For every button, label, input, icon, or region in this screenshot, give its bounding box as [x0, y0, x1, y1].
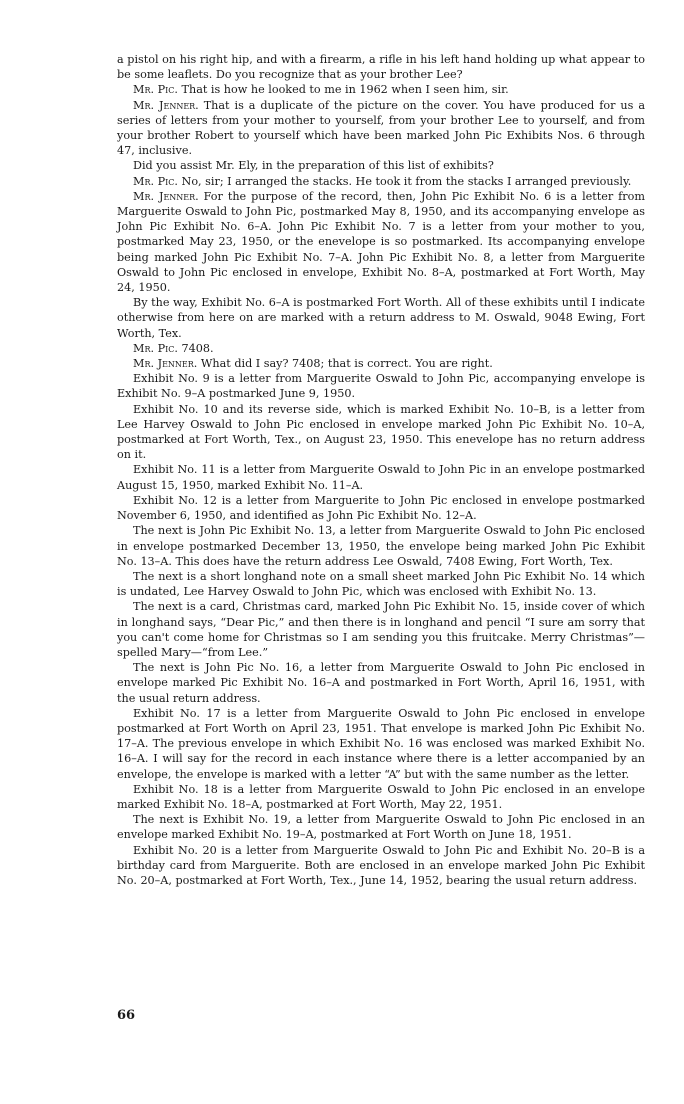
- paragraph-text: Exhibit No. 18 is a letter from Marguerite Oswald to John Pic enclosed in an envelope marked Exhibit No. 18–A, postmarked at Fort Worth, May 22, 1951.: [117, 782, 645, 811]
- paragraph-text: Did you assist Mr. Ely, in the preparation of this list of exhibits?: [133, 159, 494, 173]
- paragraph: [117, 706, 645, 782]
- paragraph-text: Exhibit No. 12 is a letter from Marguerite to John Pic enclosed in envelope postmarked November 6, 1950, and identified as John Pic Exhibit No. 12–A.: [117, 493, 645, 523]
- paragraph: [117, 356, 645, 371]
- paragraph-text: a pistol on his right hip, and with a firearm, a rifle in his left hand holding up what appear to be some leaflets. Do you recognize that as your brother Lee?: [117, 53, 645, 82]
- paragraph: [117, 341, 645, 356]
- paragraph: [117, 782, 645, 812]
- paragraph-text: That is how he looked to me in 1962 when I seen him, sir.: [181, 83, 509, 97]
- paragraph-text: The next is John Pic Exhibit No. 13, a letter from Marguerite Oswald to John Pic enclosed in envelope postmarked December 13, 1950, the envelope being marked John Pic Exhibit No. 13–A. This does have the return address Lee Oswald, 7408 Ewing, Fort Worth, Tex.: [117, 524, 645, 568]
- paragraph: [117, 493, 645, 523]
- paragraph: [117, 812, 645, 842]
- paragraph-text: Exhibit No. 10 and its reverse side, which is marked Exhibit No. 10–B, is a letter from Lee Harvey Oswald to John Pic enclosed in envelope marked John Pic Exhibit No. 10–A, postmarked at Fort Worth, Tex., on August 23, 1950. This enevelope has no return address on it.: [117, 402, 645, 462]
- speaker-label: Mr. Pic.: [133, 83, 178, 97]
- document-body: [117, 52, 645, 888]
- paragraph-text: No, sir; I arranged the stacks. He took it from the stacks I arranged previously.: [181, 174, 632, 188]
- paragraph-text: That is a duplicate of the picture on the cover. You have produced for us a series of letters from your mother to yourself, from your brother Lee to yourself, and from your brother Robert to yourself which have been marked John Pic Exhibits Nos. 6 through 47, inclusive.: [117, 98, 645, 158]
- paragraph: [117, 569, 645, 599]
- speaker-label: Mr. Jenner.: [133, 189, 199, 203]
- paragraph-text: By the way, Exhibit No. 6–A is postmarked Fort Worth. All of these exhibits until I indicate otherwise from here on are marked with a return address to M. Oswald, 9048 Ewing, Fort Worth, Tex.: [117, 296, 645, 340]
- paragraph: [117, 523, 645, 569]
- paragraph: [117, 174, 645, 189]
- paragraph: [117, 462, 645, 492]
- paragraph-text: The next is John Pic No. 16, a letter from Marguerite Oswald to John Pic enclosed in envelope marked Pic Exhibit No. 16–A and postmarked in Fort Worth, April 16, 1951, with the usual return address.: [117, 661, 645, 705]
- paragraph-text: 7408.: [181, 341, 214, 355]
- paragraph-text: Exhibit No. 9 is a letter from Marguerite Oswald to John Pic, accompanying envelope is Exhibit No. 9–A postmarked June 9, 1950.: [117, 372, 645, 401]
- page-number: 66: [117, 1008, 136, 1023]
- speaker-label: Mr. Jenner.: [133, 357, 198, 371]
- paragraph: [117, 52, 645, 82]
- paragraph-text: What did I say? 7408; that is correct. You are right.: [200, 357, 493, 371]
- paragraph-text: Exhibit No. 11 is a letter from Marguerite Oswald to John Pic in an envelope postmarked August 15, 1950, marked Exhibit No. 11–A.: [117, 463, 645, 492]
- paragraph: [117, 98, 645, 159]
- paragraph-text: For the purpose of the record, then, John Pic Exhibit No. 6 is a letter from Marguerite Oswald to John Pic, postmarked May 8, 1950, and its accompanying envelope as John Pic Exhibit No. 6–A. John Pic Exhibit No. 7 is a letter from your mother to you, postmarked May 23, 1950, or the enevelope is so postmarked. Its accompanying envelope being marked John Pic Exhibit No. 7–A. John Pic Exhibit No. 8, a letter from Marguerite Oswald to John Pic enclosed in envelope, Exhibit No. 8–A, postmarked at Fort Worth, May 24, 1950.: [117, 189, 645, 295]
- paragraph: [117, 660, 645, 706]
- paragraph: [117, 599, 645, 660]
- paragraph-text: Exhibit No. 17 is a letter from Marguerite Oswald to John Pic enclosed in envelope postmarked at Fort Worth on April 23, 1951. That envelope is marked John Pic Exhibit No. 17–A. The previous envelope in which Exhibit No. 16 was enclosed was marked Exhibit No. 16–A. I will say for the record in each instance where there is a letter accompanied by an envelope, the envelope is marked with a letter “A” but with the same number as the letter.: [117, 706, 645, 781]
- speaker-label: Mr. Jenner.: [133, 98, 199, 112]
- speaker-label: Mr. Pic.: [133, 174, 178, 188]
- paragraph-text: The next is a short longhand note on a small sheet marked John Pic Exhibit No. 14 which is undated, Lee Harvey Oswald to John Pic, which was enclosed with Exhibit No. 13.: [117, 569, 645, 599]
- paragraph: [117, 82, 645, 97]
- paragraph-text: Exhibit No. 20 is a letter from Marguerite Oswald to John Pic and Exhibit No. 20–B is a birthday card from Marguerite. Both are enclosed in an envelope marked John Pic Exhibit No. 20–A, postmarked at Fort Worth, Tex., June 14, 1952, bearing the usual return address.: [117, 843, 645, 887]
- paragraph: [117, 189, 645, 295]
- paragraph: [117, 843, 645, 889]
- paragraph-text: The next is Exhibit No. 19, a letter from Marguerite Oswald to John Pic enclosed in an envelope marked Exhibit No. 19–A, postmarked at Fort Worth on June 18, 1951.: [117, 813, 645, 842]
- paragraph: [117, 402, 645, 463]
- paragraph-text: The next is a card, Christmas card, marked John Pic Exhibit No. 15, inside cover of which in longhand says, “Dear Pic,” and then there is in longhand and pencil “I sure am sorry that you can't come home for Christmas so I am sending you this fruitcake. Merry Christmas”—spelled Mary—“from Lee.”: [117, 600, 645, 659]
- paragraph: [117, 295, 645, 341]
- paragraph: [117, 158, 645, 173]
- paragraph: [117, 371, 645, 401]
- speaker-label: Mr. Pic.: [133, 341, 178, 355]
